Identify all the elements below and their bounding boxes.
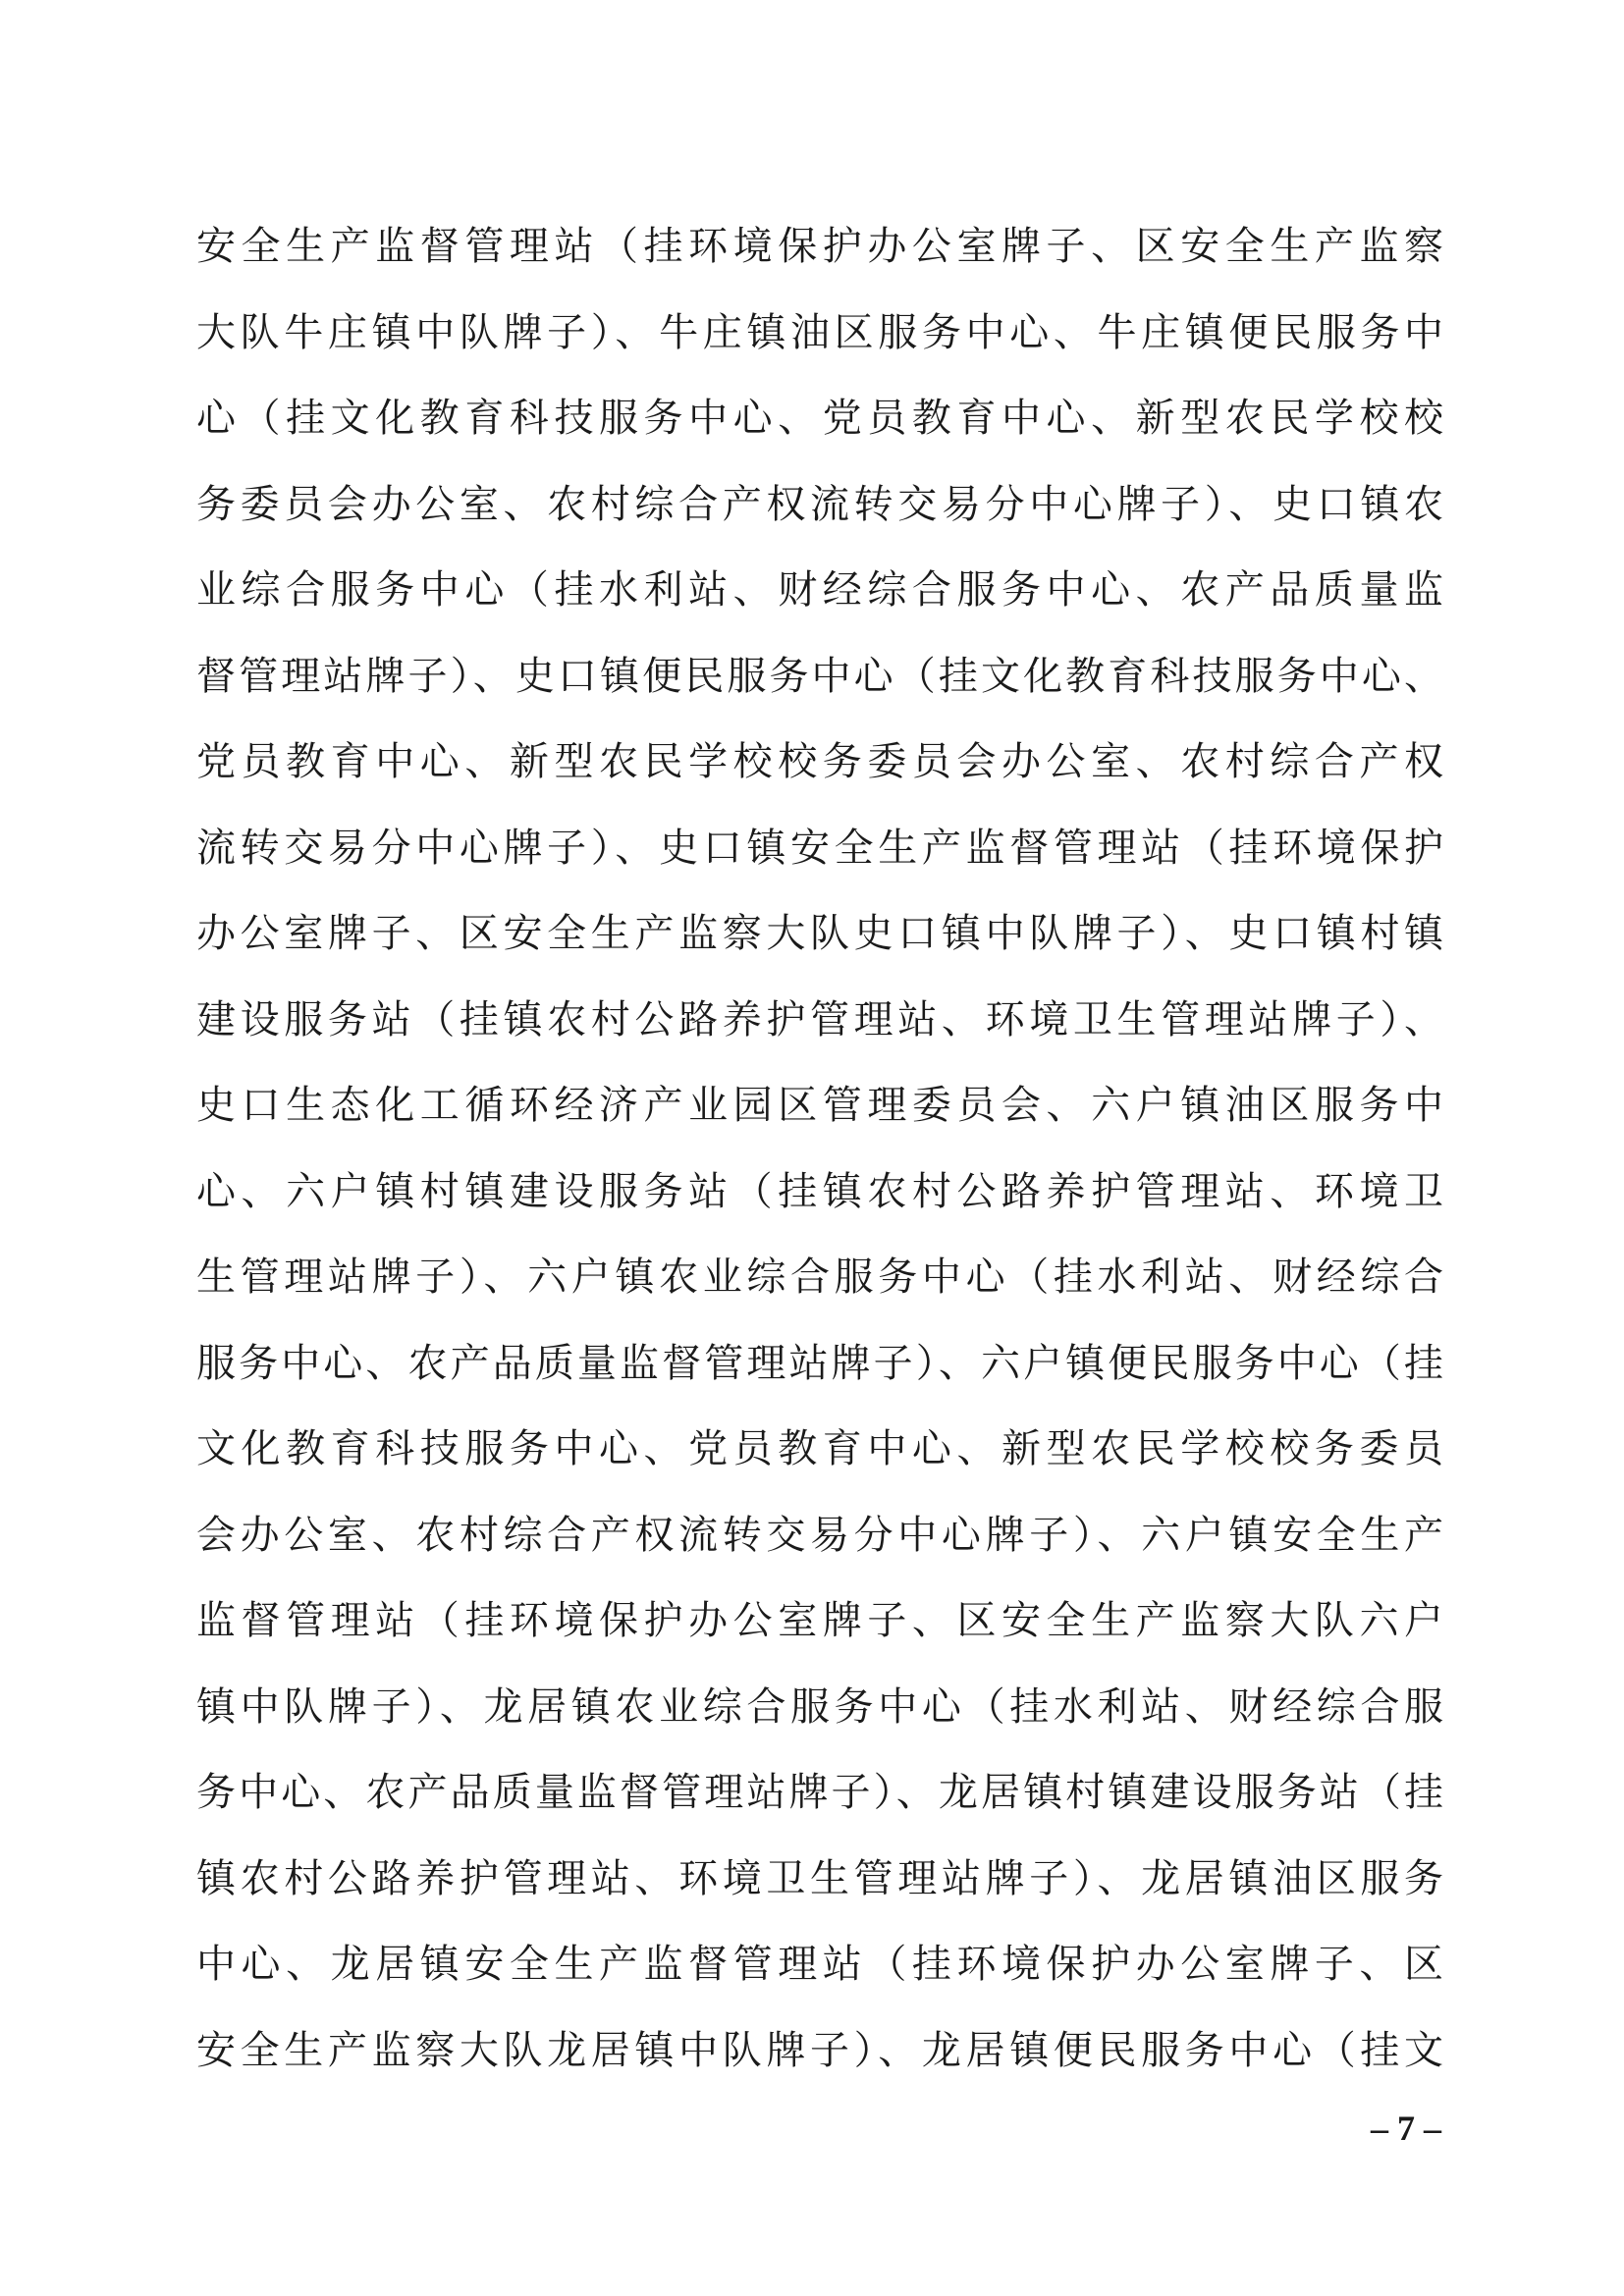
text-line: 监督管理站（挂环境保护办公室牌子、区安全生产监察大队六户 xyxy=(196,1598,1443,1643)
text-line: 流转交易分中心牌子）、史口镇安全生产监督管理站（挂环境保护 xyxy=(196,825,1443,871)
text-line: 大队牛庄镇中队牌子）、牛庄镇油区服务中心、牛庄镇便民服务中 xyxy=(196,309,1443,355)
text-line: 心（挂文化教育科技服务中心、党员教育中心、新型农民学校校 xyxy=(196,396,1443,441)
text-line: 史口生态化工循环经济产业园区管理委员会、六户镇油区服务中 xyxy=(196,1083,1443,1128)
text-line: 业综合服务中心（挂水利站、财经综合服务中心、农产品质量监 xyxy=(196,567,1443,613)
text-line: 镇农村公路养护管理站、环境卫生管理站牌子）、龙居镇油区服务 xyxy=(196,1855,1443,1901)
text-line: 心、六户镇村镇建设服务站（挂镇农村公路养护管理站、环境卫 xyxy=(196,1168,1443,1214)
text-line: 安全生产监察大队龙居镇中队牌子）、龙居镇便民服务中心（挂文 xyxy=(196,2027,1443,2073)
text-line: 中心、龙居镇安全生产监督管理站（挂环境保护办公室牌子、区 xyxy=(196,1942,1443,1987)
text-line: 党员教育中心、新型农民学校校务委员会办公室、农村综合产权 xyxy=(196,739,1443,784)
text-line: 镇中队牌子）、龙居镇农业综合服务中心（挂水利站、财经综合服 xyxy=(196,1683,1443,1730)
text-line: 生管理站牌子）、六户镇农业综合服务中心（挂水利站、财经综合 xyxy=(196,1255,1443,1300)
text-line: 务委员会办公室、农村综合产权流转交易分中心牌子）、史口镇农 xyxy=(196,481,1443,527)
text-line: 办公室牌子、区安全生产监察大队史口镇中队牌子）、史口镇村镇 xyxy=(196,911,1443,956)
text-line: 安全生产监督管理站（挂环境保护办公室牌子、区安全生产监察 xyxy=(196,224,1443,269)
text-line: 务中心、农产品质量监督管理站牌子）、龙居镇村镇建设服务站（挂 xyxy=(196,1770,1443,1815)
text-line: 服务中心、农产品质量监督管理站牌子）、六户镇便民服务中心（挂 xyxy=(196,1340,1443,1386)
text-line: 督管理站牌子）、史口镇便民服务中心（挂文化教育科技服务中心、 xyxy=(196,653,1443,699)
text-line: 会办公室、农村综合产权流转交易分中心牌子）、六户镇安全生产 xyxy=(196,1512,1443,1558)
body-text xyxy=(196,204,1443,2094)
text-line: 建设服务站（挂镇农村公路养护管理站、环境卫生管理站牌子）、 xyxy=(196,996,1443,1042)
text-line: 文化教育科技服务中心、党员教育中心、新型农民学校校务委员 xyxy=(196,1426,1443,1471)
page-number: – 7 – xyxy=(1371,2109,1441,2148)
